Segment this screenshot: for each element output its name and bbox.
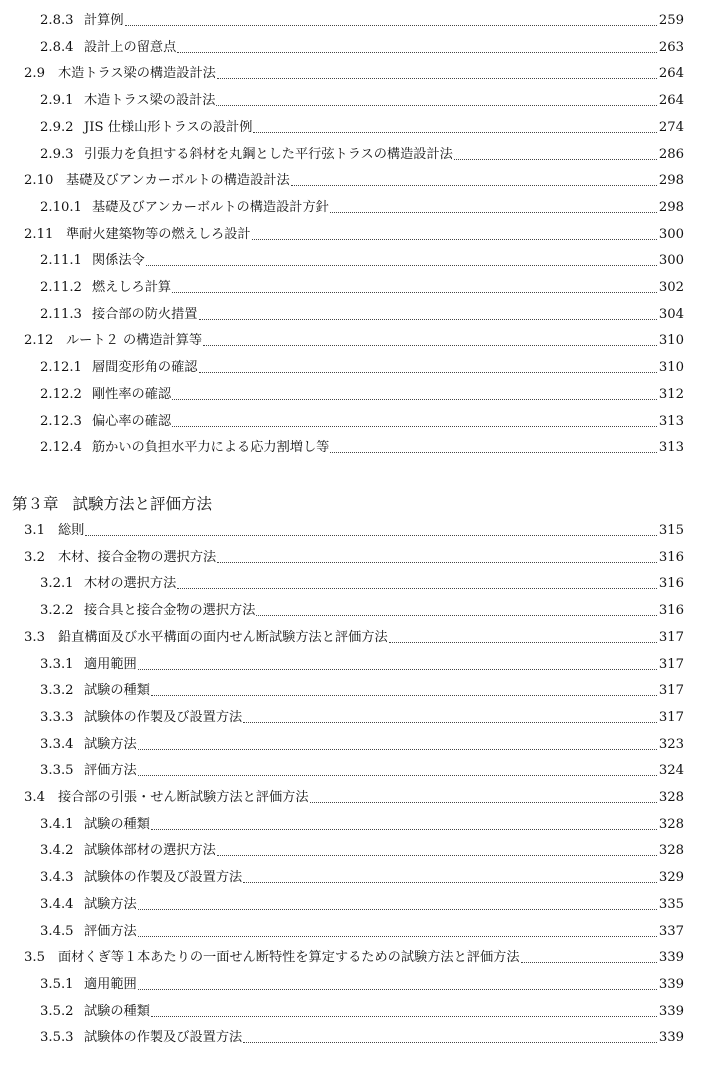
toc-entry-title: 計算例 bbox=[84, 13, 124, 28]
dot-leader bbox=[146, 265, 657, 266]
dot-leader bbox=[138, 749, 657, 750]
dot-leader bbox=[253, 132, 656, 133]
toc-entry-page: 300 bbox=[658, 226, 684, 242]
toc-entry[interactable] bbox=[24, 547, 684, 567]
toc-entry-number: 2.12.3 bbox=[40, 413, 82, 429]
dot-leader bbox=[199, 319, 657, 320]
toc-entry-page: 304 bbox=[658, 306, 684, 322]
dot-leader bbox=[330, 212, 657, 213]
dot-leader bbox=[138, 989, 657, 990]
toc-entry-title: 木材の選択方法 bbox=[84, 576, 177, 592]
dot-leader bbox=[151, 829, 657, 830]
dot-leader bbox=[243, 882, 657, 883]
toc-entry-title: 試験の種類 bbox=[84, 683, 150, 699]
toc-entry[interactable] bbox=[40, 654, 684, 674]
toc-entry-page: 324 bbox=[658, 763, 684, 779]
toc-entry-title: 試験体の作製及び設置方法 bbox=[84, 1030, 243, 1046]
toc-entry-number: 3.3 bbox=[24, 629, 45, 645]
toc-entry-title: 層間変形角の確認 bbox=[92, 360, 198, 376]
toc-entry-title: 総則 bbox=[58, 523, 85, 538]
toc-entry-number: 3.3.3 bbox=[40, 709, 74, 725]
dot-leader bbox=[138, 775, 657, 776]
toc-entry-page: 298 bbox=[658, 199, 684, 215]
toc-entry[interactable] bbox=[24, 224, 684, 244]
toc-entry-title: 試験方法 bbox=[84, 896, 137, 912]
toc-entry-number: 2.12 bbox=[24, 333, 54, 349]
toc-entry-title: 接合具と接合金物の選択方法 bbox=[84, 603, 256, 619]
toc-entry-number: 2.10.1 bbox=[40, 199, 82, 215]
toc-entry-page: 339 bbox=[658, 976, 684, 992]
toc-entry-page: 335 bbox=[658, 896, 684, 912]
toc-entry[interactable] bbox=[40, 840, 684, 860]
toc-entry[interactable] bbox=[40, 10, 684, 30]
toc-entry-number: 3.2 bbox=[24, 549, 45, 565]
toc-entry-page: 328 bbox=[658, 790, 684, 805]
toc-entry-title: 設計上の留意点 bbox=[84, 39, 177, 55]
dot-leader bbox=[256, 615, 656, 616]
dot-leader bbox=[177, 52, 657, 53]
toc-entry[interactable] bbox=[40, 1027, 684, 1047]
toc-entry-number: 2.12.1 bbox=[40, 360, 82, 376]
toc-entry-title: ルート２ の構造計算等 bbox=[66, 333, 203, 349]
toc-entry-page: 316 bbox=[658, 549, 684, 565]
chapter-title: 試験方法と評価方法 bbox=[72, 495, 213, 513]
toc-entry-page: 259 bbox=[658, 13, 684, 28]
toc-entry-number: 3.4.4 bbox=[40, 896, 74, 912]
toc-entry-title: 評価方法 bbox=[84, 923, 137, 939]
dot-leader bbox=[151, 1016, 657, 1017]
toc-entry-title: 試験の種類 bbox=[84, 816, 150, 832]
dot-leader bbox=[389, 642, 657, 643]
toc-entry-number: 2.12.4 bbox=[40, 440, 82, 456]
toc-entry-number: 3.2.1 bbox=[40, 576, 74, 592]
toc-entry[interactable] bbox=[40, 144, 684, 164]
toc-entry-page: 339 bbox=[658, 1030, 684, 1046]
dot-leader bbox=[243, 722, 657, 723]
toc-entry-page: 274 bbox=[658, 119, 684, 135]
toc-entry-number: 3.5.2 bbox=[40, 1003, 74, 1019]
toc-entry[interactable] bbox=[40, 760, 684, 780]
toc-entry-title: 試験体の作製及び設置方法 bbox=[84, 709, 243, 725]
dot-leader bbox=[125, 25, 657, 26]
toc-entry-number: 2.11.1 bbox=[40, 253, 82, 269]
toc-entry-number: 2.9.3 bbox=[40, 146, 74, 162]
toc-entry-page: 316 bbox=[658, 576, 684, 592]
toc-entry-page: 315 bbox=[658, 523, 684, 538]
toc-entry-title: 適用範囲 bbox=[84, 976, 137, 992]
toc-entry[interactable] bbox=[40, 197, 684, 217]
dot-leader bbox=[203, 345, 657, 346]
toc-entry-title: 鉛直構面及び水平構面の面内せん断試験方法と評価方法 bbox=[58, 629, 388, 645]
toc-entry[interactable] bbox=[24, 947, 684, 967]
toc-entry-page: 310 bbox=[658, 333, 684, 349]
toc-entry-title: 木材、接合金物の選択方法 bbox=[58, 549, 217, 565]
toc-entry-title: 偏心率の確認 bbox=[92, 413, 172, 429]
toc-entry-page: 328 bbox=[658, 843, 684, 859]
toc-entry-title: 剛性率の確認 bbox=[92, 386, 172, 402]
toc-entry-page: 339 bbox=[658, 1003, 684, 1019]
toc-entry-title: 試験の種類 bbox=[84, 1003, 150, 1019]
toc-entry-title: 基礎及びアンカーボルトの構造設計方針 bbox=[92, 199, 329, 215]
toc-entry-number: 3.4.5 bbox=[40, 923, 74, 939]
toc-entry[interactable] bbox=[40, 921, 684, 941]
toc-entry-page: 329 bbox=[658, 870, 684, 886]
toc-entry-page: 312 bbox=[658, 386, 684, 402]
toc-entry[interactable] bbox=[40, 814, 684, 834]
toc-entry[interactable] bbox=[40, 680, 684, 700]
toc-entry[interactable] bbox=[24, 520, 684, 540]
dot-leader bbox=[454, 159, 657, 160]
toc-entry-number: 3.5.1 bbox=[40, 976, 74, 992]
toc-entry-title: 木造トラス梁の設計法 bbox=[84, 93, 216, 109]
toc-entry-title: 燃えしろ計算 bbox=[92, 280, 172, 295]
toc-entry-title: 筋かいの負担水平力による応力割増し等 bbox=[92, 440, 330, 456]
toc-entry-number: 2.8.3 bbox=[40, 13, 74, 28]
toc-entry[interactable] bbox=[40, 277, 684, 297]
dot-leader bbox=[199, 372, 657, 373]
dot-leader bbox=[217, 855, 657, 856]
dot-leader bbox=[138, 909, 657, 910]
toc-entry[interactable] bbox=[24, 63, 684, 83]
toc-entry[interactable] bbox=[24, 787, 684, 807]
toc-entry-number: 3.5 bbox=[24, 950, 45, 966]
dot-leader bbox=[521, 962, 657, 963]
dot-leader bbox=[85, 535, 656, 536]
toc-entry-title: 面材くぎ等１本あたりの一面せん断特性を算定するための試験方法と評価方法 bbox=[58, 950, 520, 966]
toc-entry-title: 接合部の引張・せん断試験方法と評価方法 bbox=[58, 790, 309, 805]
toc-entry-page: 263 bbox=[658, 39, 684, 55]
toc-entry-number: 2.9 bbox=[24, 66, 45, 82]
toc-entry[interactable] bbox=[40, 90, 684, 110]
toc-entry[interactable] bbox=[40, 573, 684, 593]
toc-entry-number: 3.3.2 bbox=[40, 683, 74, 699]
toc-entry-title: 関係法令 bbox=[92, 253, 145, 269]
toc-entry-title: 木造トラス梁の構造設計法 bbox=[58, 66, 216, 82]
toc-entry-page: 337 bbox=[658, 923, 684, 939]
chapter-heading bbox=[12, 492, 212, 514]
toc-entry[interactable] bbox=[24, 330, 684, 350]
toc-entry-title: 試験方法 bbox=[84, 736, 137, 752]
dot-leader bbox=[151, 695, 657, 696]
toc-entry-page: 317 bbox=[658, 709, 684, 725]
toc-entry-page: 313 bbox=[658, 440, 684, 456]
toc-entry[interactable] bbox=[40, 357, 684, 377]
toc-entry-page: 317 bbox=[658, 656, 684, 672]
toc-entry[interactable] bbox=[40, 974, 684, 994]
dot-leader bbox=[172, 292, 657, 293]
toc-entry-number: 3.3.5 bbox=[40, 763, 74, 779]
toc-entry-number: 3.4.3 bbox=[40, 870, 74, 886]
toc-entry-title: 評価方法 bbox=[84, 763, 137, 779]
toc-entry[interactable] bbox=[24, 627, 684, 647]
toc-entry[interactable] bbox=[40, 707, 684, 727]
dot-leader bbox=[330, 452, 656, 453]
dot-leader bbox=[216, 105, 656, 106]
toc-entry-title: 試験体部材の選択方法 bbox=[84, 843, 216, 859]
toc-entry[interactable] bbox=[24, 170, 684, 190]
toc-entry-page: 313 bbox=[658, 413, 684, 429]
toc-entry-number: 2.11 bbox=[24, 226, 54, 242]
toc-entry[interactable] bbox=[40, 1001, 684, 1021]
dot-leader bbox=[177, 588, 657, 589]
toc-entry-number: 2.9.1 bbox=[40, 93, 74, 109]
toc-entry-number: 3.1 bbox=[24, 523, 45, 538]
toc-entry-title: 基礎及びアンカーボルトの構造設計法 bbox=[66, 173, 290, 189]
toc-entry-page: 298 bbox=[658, 173, 684, 189]
toc-entry[interactable] bbox=[40, 600, 684, 620]
dot-leader bbox=[243, 1042, 657, 1043]
toc-entry-number: 3.3.1 bbox=[40, 656, 74, 672]
toc-entry-number: 3.3.4 bbox=[40, 736, 74, 752]
toc-entry-page: 300 bbox=[658, 253, 684, 269]
toc-entry[interactable] bbox=[40, 894, 684, 914]
toc-entry-page: 302 bbox=[658, 280, 684, 295]
toc-entry[interactable] bbox=[40, 734, 684, 754]
chapter-number: 第３章 bbox=[12, 495, 59, 513]
toc-entry[interactable] bbox=[40, 250, 684, 270]
toc-entry[interactable] bbox=[40, 304, 684, 324]
toc-entry-number: 2.11.2 bbox=[40, 280, 82, 295]
toc-entry-title: JIS 仕様山形トラスの設計例 bbox=[84, 119, 253, 135]
toc-entry-number: 2.10 bbox=[24, 173, 54, 189]
dot-leader bbox=[172, 426, 657, 427]
toc-entry-title: 準耐火建築物等の燃えしろ設計 bbox=[66, 226, 251, 242]
toc-entry[interactable] bbox=[40, 437, 684, 457]
toc-entry-number: 3.4.2 bbox=[40, 843, 74, 859]
dot-leader bbox=[252, 239, 657, 240]
toc-entry-number: 3.4 bbox=[24, 790, 45, 805]
dot-leader bbox=[291, 185, 657, 186]
toc-entry-number: 2.12.2 bbox=[40, 386, 82, 402]
toc-entry-number: 3.4.1 bbox=[40, 816, 74, 832]
toc-entry-page: 328 bbox=[658, 816, 684, 832]
dot-leader bbox=[310, 802, 657, 803]
toc-entry-page: 264 bbox=[658, 66, 684, 82]
toc-entry-page: 286 bbox=[658, 146, 684, 162]
toc-entry[interactable] bbox=[40, 37, 684, 57]
toc-entry-title: 適用範囲 bbox=[84, 656, 137, 672]
toc-entry-number: 2.11.3 bbox=[40, 306, 82, 322]
toc-entry-number: 3.2.2 bbox=[40, 603, 74, 619]
toc-entry-page: 317 bbox=[658, 683, 684, 699]
toc-entry-page: 310 bbox=[658, 360, 684, 376]
toc-entry-page: 339 bbox=[658, 950, 684, 966]
toc-entry[interactable] bbox=[40, 384, 684, 404]
toc-entry-page: 317 bbox=[658, 629, 684, 645]
toc-entry-title: 試験体の作製及び設置方法 bbox=[84, 870, 243, 886]
toc-entry[interactable] bbox=[40, 117, 684, 137]
toc-entry-page: 264 bbox=[658, 93, 684, 109]
toc-entry-page: 323 bbox=[658, 736, 684, 752]
toc-entry-number: 2.8.4 bbox=[40, 39, 74, 55]
toc-entry[interactable] bbox=[40, 867, 684, 887]
toc-entry[interactable] bbox=[40, 411, 684, 431]
toc-entry-number: 2.9.2 bbox=[40, 119, 74, 135]
toc-entry-page: 316 bbox=[658, 603, 684, 619]
toc-entry-number: 3.5.3 bbox=[40, 1030, 74, 1046]
dot-leader bbox=[172, 399, 657, 400]
toc-entry-title: 引張力を負担する斜材を丸鋼とした平行弦トラスの構造設計法 bbox=[84, 146, 453, 162]
dot-leader bbox=[138, 936, 657, 937]
toc-entry-title: 接合部の防火措置 bbox=[92, 306, 198, 322]
dot-leader bbox=[217, 78, 657, 79]
dot-leader bbox=[217, 562, 657, 563]
dot-leader bbox=[138, 669, 657, 670]
